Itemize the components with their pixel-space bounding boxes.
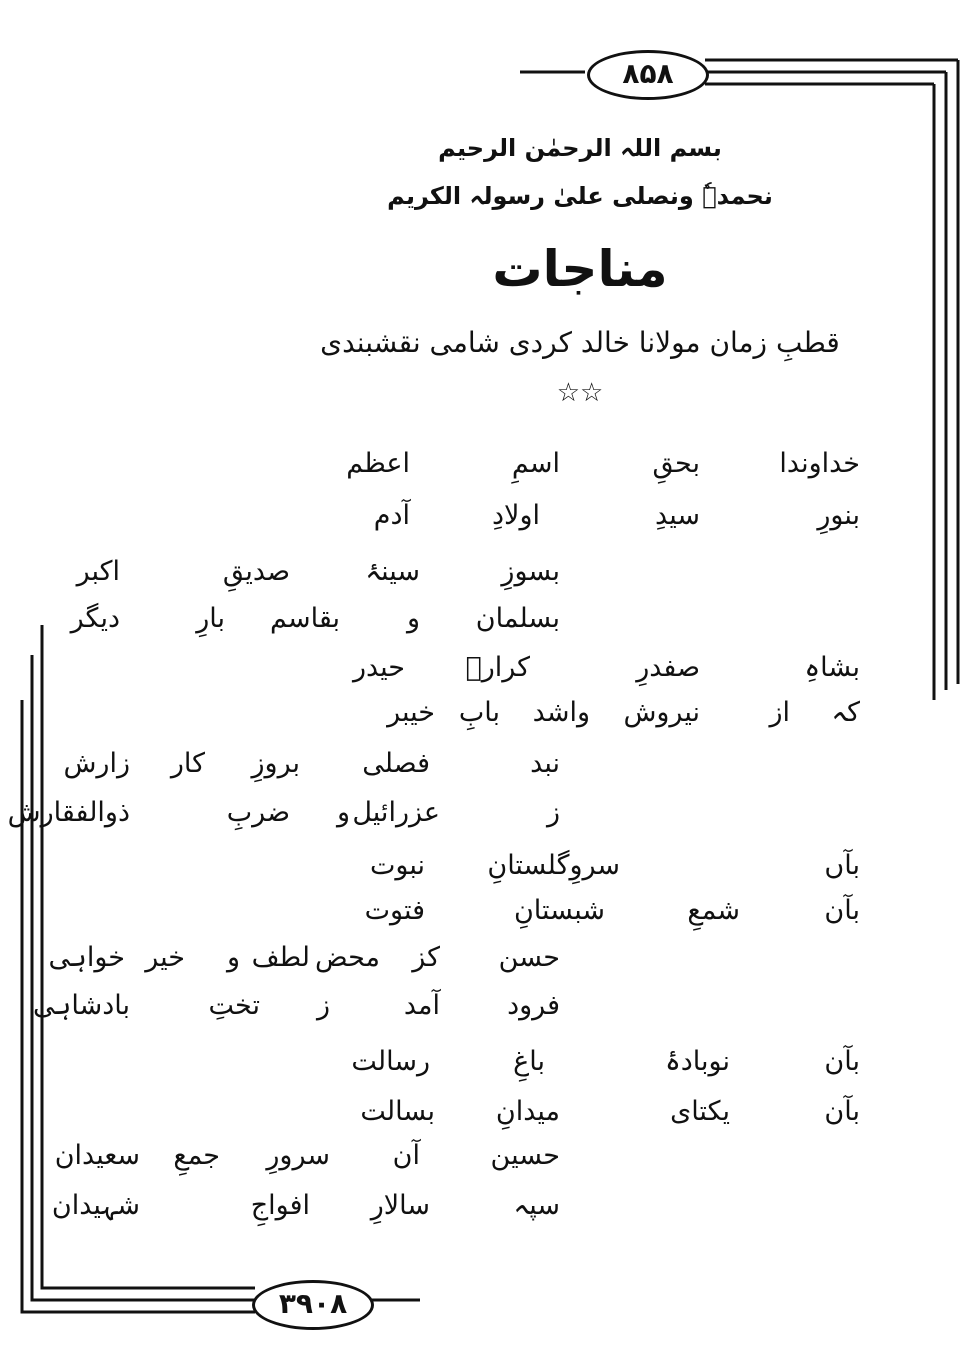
verse-word: بروزِ: [251, 748, 300, 779]
verse-word: فرود: [507, 990, 560, 1021]
verse-word: خواہی: [48, 942, 125, 973]
verse-line: [0, 448, 960, 488]
verse-word: بآن: [824, 895, 860, 926]
verse-word: بنورِ: [817, 500, 860, 531]
verse-line: [0, 942, 960, 982]
verse-line: [0, 1140, 960, 1180]
verse-word: دیگر: [70, 603, 120, 634]
verse-word: کار: [170, 748, 205, 779]
verse-word: بابِ: [458, 697, 500, 728]
verse-word: سروِگلستانِ: [487, 850, 620, 881]
verse-line: [0, 556, 960, 596]
verse-line: [0, 797, 960, 837]
verse-word: بآں: [824, 850, 860, 881]
verse-word: افواجِ: [250, 1190, 310, 1221]
verse-word: رسالت: [351, 1046, 430, 1077]
verse-word: ضربِ: [226, 797, 290, 828]
verse-word: سپہ: [513, 1190, 560, 1221]
verse-word: بادشاہی: [33, 990, 130, 1021]
verse-word: نیروش: [623, 697, 700, 728]
verse-word: نوبادۂ: [664, 1046, 730, 1077]
verse-word: لطف: [251, 942, 310, 973]
verse-line: [0, 850, 960, 890]
verse-word: سعیدان: [54, 1140, 140, 1171]
verse-word: آدم: [373, 500, 410, 531]
verse-word: بحقِ: [652, 448, 700, 479]
verse-word: بقاسم: [270, 603, 340, 634]
verse-word: خیر: [145, 942, 185, 973]
verse-word: اعظم: [346, 448, 410, 479]
verse-word: صفدرِ: [636, 652, 700, 683]
verse-word: اسمِ: [511, 448, 560, 479]
verse-line: [0, 603, 960, 643]
author-line: قطبِ زمان مولانا خالد کردی شامی نقشبندی: [320, 326, 840, 359]
verse-word: سینۂ: [365, 556, 420, 587]
verse-line: [0, 1046, 960, 1086]
verse-word: سرورِ: [266, 1140, 330, 1171]
verse-word: شمعِ: [687, 895, 740, 926]
verse-word: بسوزِ: [501, 556, 560, 587]
verse-word: باغِ: [513, 1046, 545, 1077]
verse-word: فصلی: [362, 748, 430, 779]
verse-line: [0, 990, 960, 1030]
verse-word: بآن: [824, 1046, 860, 1077]
verse-word: شہیدان: [51, 1190, 140, 1221]
salutation: نحمدہٗ ونصلی علیٰ رسولہ الکریم: [387, 182, 773, 210]
verse-word: شبستانِ: [513, 895, 605, 926]
verse-word: کرارؓ: [465, 652, 530, 683]
verse-word: کز: [412, 942, 440, 973]
verse-line: [0, 1190, 960, 1230]
verse-word: نبد: [530, 748, 560, 779]
verse-word: حیدر: [352, 652, 405, 683]
verse-word: محض: [315, 942, 380, 973]
verse-word: کہ: [831, 697, 860, 728]
verse-word: حسین: [490, 1140, 560, 1171]
verse-line: [0, 748, 960, 788]
verse-line: [0, 697, 960, 737]
verse-word: سیدِ: [655, 500, 700, 531]
verse-word: یکتای: [670, 1096, 730, 1127]
ornament-stars: ☆☆: [556, 378, 604, 408]
verse-line: [0, 1096, 960, 1136]
verse-word: بارِ: [196, 603, 225, 634]
verse-word: خیبر: [387, 697, 435, 728]
verse-word: سالارِ: [370, 1190, 430, 1221]
verse-line: [0, 652, 960, 692]
verse-word: زارش: [63, 748, 130, 779]
verse-word: آن: [392, 1140, 420, 1171]
top-page-number: ۸۵۸: [587, 50, 709, 100]
verse-word: تختِ: [208, 990, 260, 1021]
page-title: مناجات: [492, 240, 668, 298]
bismillah: بسم اللہ الرحمٰن الرحیم: [438, 134, 722, 162]
verse-word: واشد: [532, 697, 590, 728]
verse-word: بآن: [824, 1096, 860, 1127]
verse-word: خداوندا: [779, 448, 860, 479]
bottom-page-number: ۳۹۰۸: [252, 1280, 374, 1330]
verse-word: بسالت: [360, 1096, 435, 1127]
verse-word: فتوت: [364, 895, 425, 926]
verse-word: ز: [546, 797, 560, 828]
verse-word: آمد: [403, 990, 440, 1021]
verse-word: و: [406, 603, 420, 634]
verse-word: عزرائیل: [352, 797, 440, 828]
verse-word: جمعِ: [173, 1140, 220, 1171]
verse-word: نبوت: [369, 850, 425, 881]
verse-word: میدانِ: [495, 1096, 560, 1127]
verse-word: صدیقِ: [222, 556, 290, 587]
verse-word: و: [226, 942, 240, 973]
verse-word: اولادِ: [492, 500, 540, 531]
verse-word: ز: [316, 990, 330, 1021]
verse-word: حسن: [498, 942, 560, 973]
verse-word: از: [769, 697, 790, 728]
verse-word: بشاہِ: [804, 652, 860, 683]
verse-line: [0, 500, 960, 540]
verse-word: بسلمان: [475, 603, 560, 634]
verse-word: ذوالفقارش: [7, 797, 130, 828]
verse-word: اکبر: [76, 556, 120, 587]
verse-word: و: [336, 797, 350, 828]
verse-line: [0, 895, 960, 935]
